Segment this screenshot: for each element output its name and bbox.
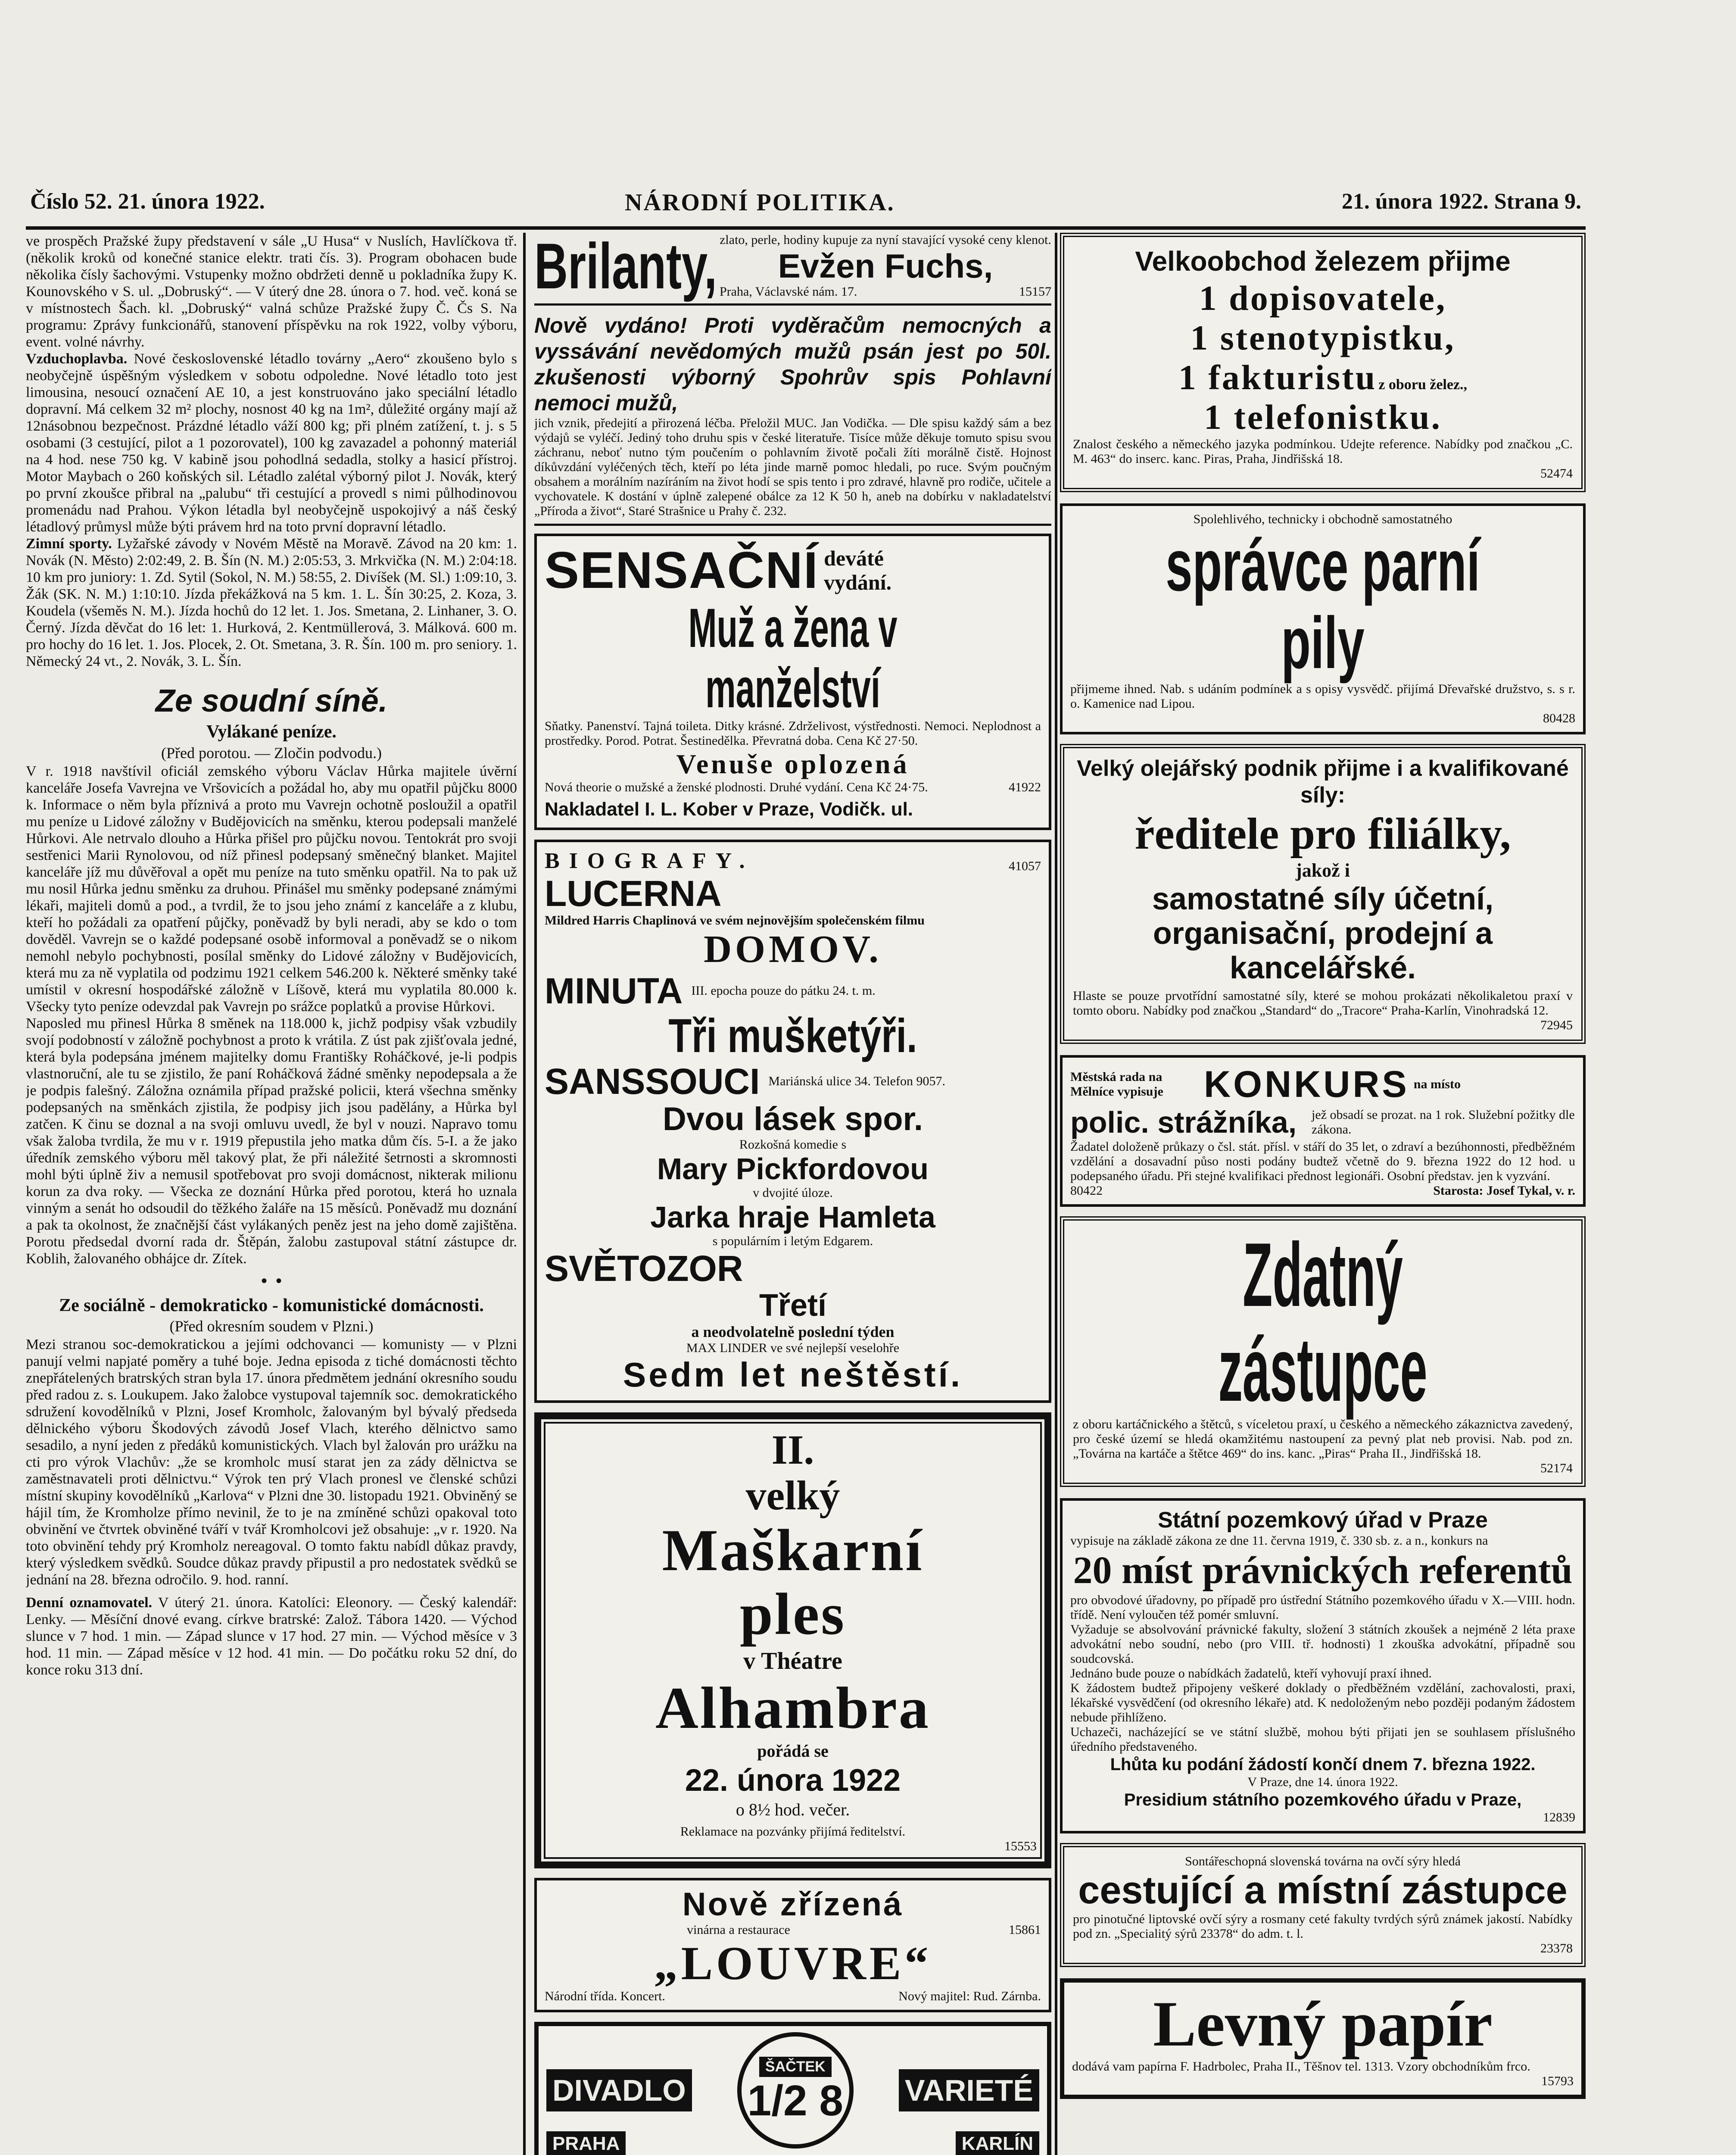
job-note: z oboru želez.,	[1378, 377, 1468, 393]
ad-headline: Zdatný zástupce	[1218, 1224, 1427, 1420]
ads-column	[534, 233, 1051, 2155]
ad-text: K žádostem budtež připojeny veškeré doklady o předběžném vzdělání, zachovalosti, praxi, lékařské vysvědčení (od okresního lékaře) atd. K nedoloženým nebo později podaným žádostem nebude přihlíženo.	[1070, 1681, 1575, 1724]
ball-date: 22. února 1922	[685, 1763, 901, 1798]
job-position: 1 fakturistu	[1178, 358, 1377, 397]
ad-zdatny-zastupce	[1060, 1216, 1586, 1487]
ad-headline: Velkoobchod železem přijme	[1135, 246, 1511, 277]
film-title: DOMOV.	[704, 928, 882, 971]
section-separator: • •	[261, 1271, 282, 1290]
classifieds-column	[1060, 233, 1586, 2155]
ad-address: Národní třída. Koncert.	[545, 1989, 665, 2003]
film-note: III. epocha pouze do pátku 24. t. m.	[691, 984, 876, 998]
ad-text: na místo	[1413, 1077, 1461, 1091]
ad-text: Jednáno bude pouze o nabídkách žadatelů, kteří vyhovují praxí ihned.	[1070, 1666, 1432, 1680]
ad-deadline: Lhůta ku podání žádostí končí dnem 7. března 1922.	[1110, 1755, 1536, 1774]
ad-headline: VARIETÉ	[899, 2069, 1039, 2111]
ad-louvre	[534, 1878, 1051, 2012]
header-rule	[26, 226, 1586, 230]
ad-text: jich vznik, předejití a přirozená léčba. Přeložil MUC. Jan Vodička. — Dle spisu každý sám a bez výdajů se vyléčí. Jediný toho druhu spis v české literatuře. Tisíce může děkuje tomuto spisu svou záchranu, neboť nutno tým poučením o pohlavním životě počali žíti morálně čistě. Hojnost díkůvzdání vyléčených těch, kteří po léta jinde marně pomoc hledali, po ruce. Svým poučným obsahem a morálním nazíráním na život hodí se spis tento i pro zdravé, hlavně pro rodiče, učitele a vychovatele. K dostání v úplně zalepené obálce za 12 K 50 h, aneb na dobírku v nakladatelství „Příroda a život“, Staré Strašnice u Prahy č. 232.	[534, 416, 1051, 518]
ball-title: Maškarní	[662, 1517, 924, 1583]
page-number: 21. února 1922. Strana 9.	[1341, 189, 1581, 214]
ball-size: velký	[745, 1472, 840, 1518]
ad-text: Žadatel doloženě průkazy o čsl. stát. přísl. v stáří do 35 let, o zdraví a bezúhonnosti, předběžném vzdělání a dosavadní půso nosti podány budtež včetně do 9. března 1922 do 12 hod. u podepsaného úřadu. Při stejné kvalifikaci přednost legionáři. Osobní představ. jen k vyzvání.	[1070, 1140, 1575, 1183]
ad-city: KARLÍN	[956, 2131, 1039, 2155]
article-lead: Zimní sporty.	[26, 536, 112, 552]
ad-spravce-pily	[1060, 503, 1586, 734]
ad-company-name: „LOUVRE“	[654, 1937, 932, 1989]
case-title: Vylákané peníze.	[206, 722, 337, 742]
ad-text: Městská rada na Mělníce vypisuje	[1070, 1070, 1163, 1099]
ad-issuer: Státní pozemkový úřad v Praze	[1158, 1508, 1488, 1533]
film-title: Jarka hraje Hamleta	[650, 1200, 935, 1234]
case-text: V r. 1918 navštívil oficiál zemského výboru Václav Hůrka majitele úvěrní kanceláře Josefa Vavrejna ve Vršovicích a požádal ho, aby mu opatřil půjčku 8000 k. Informace o něm byla příznivá a proto mu Vavrejn ochotně posloužil a opatřil mu peníze u Lidové záložny v Budějovicích na směnku, kterou podepsali manželé Hůrkovi. Ale netrvalo dlouho a Hůrka přišel pro půjčku novou. Tentokrát pro svoji sestřenici Marii Rynolovou, od níž přinesl podepsaný směnečný blanket. Majitel kanceláře jíž mu důvěřoval a opět mu peníze na tuto směnku opatřil. Na to pak už mu nosil Hůrka jednu směnku za druhou. Přinášel mu směnky podepsané známými lékaři, majiteli domů a pod., a tvrdil, že to jsou jeho známí z kanceláře a z klubu, kteří ho požádali za opatření půjčky, poněvadž by byli neradi, aby se kdo o tom dověděl. Vavrejn se o každé podepsané osobě informoval a poněvadž se o nikom nemohl nebylo pochybnosti, posílal směnky do Lidové záložny v Budějovicích, která mu za ně vyplatila od podzimu 1921 celkem 546.200 k. Některé směnky také umístil v okresní hospodářské záložně v Líšově, která mu vyplatila 80.000 k. Všecky tyto peníze odevzdal pak Vavrejn po srážce poplatků a provise Hůrkovi.	[26, 763, 517, 1015]
ad-headline: SENSAČNÍ	[545, 541, 819, 599]
ad-headline: KONKURS	[1204, 1064, 1409, 1105]
ad-book-title: Venuše oplozená	[676, 749, 910, 779]
film-title: Sedm let neštěstí.	[623, 1355, 963, 1394]
ad-code: 80422	[1070, 1184, 1103, 1198]
ad-text: pro obvodové úřadovny, po případě pro ústřední Státního pozemkového úřadu v X.—VIII. hodn. třídě. Není vyloučen též pomér smluvní.	[1070, 1593, 1575, 1622]
ad-code: 12839	[1543, 1810, 1575, 1824]
ad-text: zlato, perle, hodiny kupuje za nyní stavající vysoké ceny klenot.	[720, 233, 1051, 247]
ad-code: 15861	[1009, 1923, 1041, 1937]
news-column	[26, 233, 517, 2155]
ad-text: vypisuje na základě zákona ze dne 11. června 1919, č. 330 sb. z. a n., konkurs na	[1070, 1533, 1488, 1548]
ad-text: Uchazeči, nacházející se ve státní službě, mohou býti přijati jen se souhlasem příslušného úředního představeného.	[1070, 1725, 1575, 1754]
film-star: MAX LINDER ve své nejlepší veselohře	[686, 1341, 900, 1355]
ad-code: 41922	[1009, 780, 1041, 794]
case-title: Ze sociálně - demokraticko - komunistické domácnosti.	[59, 1296, 484, 1315]
ad-text: jakož i	[1296, 860, 1350, 881]
daily-calendar: V úterý 21. února. Katolíci: Eleonory. — Český kalendář: Lenky. — Měsíční dnové evang. církve bratrské: Založ. Tábora 1420. — Východ slunce v 7 hod. 1 min. — Západ slunce v 17 hod. 27 min. — Východ měsíce v 3 hod. 11 min. — Západ měsíce v 12 hod. 41 min. — Do počátku roku 52 dní, do konce roku 313 dní.	[26, 1595, 517, 1678]
ball-title: ples	[739, 1581, 846, 1647]
ball-venue-prefix: v Théatre	[743, 1648, 842, 1674]
masthead-title: NÁRODNÍ POLITIKA.	[625, 189, 895, 216]
ad-text: Velký olejářský podnik přijme i a kvalifikované síly:	[1077, 756, 1569, 808]
cinema-name: SVĚTOZOR	[545, 1248, 743, 1289]
ball-text: Reklamace na pozvánky přijímá ředitelství.	[680, 1824, 906, 1839]
ad-code: 15553	[1004, 1839, 1037, 1853]
case-subtitle: (Před porotou. — Zločin podvodu.)	[161, 744, 382, 762]
ad-headline: Brilanty,	[534, 233, 717, 302]
ad-company-name: Evžen Fuchs,	[778, 247, 993, 285]
ad-text: Vyžaduje se absolvování právnické fakulty, složení 3 státních zkoušek a nejméně 2 léta praxe advokátní nebo soudní, nebo (pro VIII. tř. hodnosti) 1 zkouška advokátní, případně sou soudcovská.	[1070, 1622, 1575, 1666]
ad-code: 23378	[1540, 1941, 1573, 1955]
page-header	[30, 189, 1581, 219]
ad-edition: deváté vydání.	[824, 546, 892, 594]
film-note: s populárním i letým Edgarem.	[712, 1234, 873, 1248]
ad-biografy	[534, 840, 1051, 1403]
film-note: Rozkošná komedie s	[739, 1137, 847, 1152]
job-position: 1 stenotypistku,	[1190, 318, 1455, 357]
ad-code: 15793	[1541, 2074, 1574, 2088]
cinema-name: LUCERNA	[545, 873, 722, 914]
ad-headline: Levný papír	[1153, 1988, 1493, 2060]
article-chess: ve prospěch Pražské župy představení v sále „U Husa“ v Nuslích, Havlíčkova tř. (několik kroků od konečné stanice elektr. trati čís. 3). Program obohacen bude několika čísly šachovými. Vstupenky možno obdržeti denně u pokladníka župy K. Kounovského v S. ul. „Dobruský“. — V úterý dne 28. února o 7. hod. več. koná se v místnostech Šach. kl. „Dobruský“ valná schůze Pražské župy Č. Čs S. Na programu: Zprávy funkcionářů, stanovení příspěvku na rok 1922, volby výboru, event. volné návrhy.	[26, 233, 517, 350]
ad-maskarni-ples	[534, 1412, 1051, 1868]
ad-headline: správce parní pily	[1166, 525, 1480, 684]
film-title: Dvou lásek spor.	[662, 1101, 923, 1137]
ad-brilanty	[534, 233, 1051, 306]
ad-publisher: Nakladatel I. L. Kober v Praze, Vodičk. ul.	[545, 799, 913, 820]
film-note: v dvojité úloze.	[753, 1186, 833, 1200]
cinema-address: Mariánská ulice 34. Telefon 9057.	[768, 1074, 945, 1088]
ad-text: přijmeme ihned. Nab. s udáním podmínek a s opisy vysvědč. přijímá Dřevařské družstvo, s. s r. o. Kamenice nad Lipou.	[1070, 682, 1575, 711]
ad-code: 41057	[1009, 859, 1041, 873]
ad-text: Sontářeschopná slovenská továrna na ovčí sýry hledá	[1185, 1854, 1461, 1868]
ad-text: Znalost českého a německého jazyka podmínkou. Udejte reference. Nabídky pod značkou „C. M. 463“ do inserc. kanc. Piras, Praha, Jindřišská 18.	[1073, 437, 1573, 466]
ad-levny-papir	[1060, 1978, 1586, 2099]
ad-headline: ředitele pro filiálky,	[1134, 809, 1511, 859]
ball-venue: Alhambra	[655, 1675, 930, 1741]
ad-sensacni	[534, 534, 1051, 830]
ad-olejarsky-podnik	[1060, 744, 1586, 1044]
ad-code: 52474	[1540, 466, 1573, 481]
ad-headline: cestující a místní zástupce	[1078, 1869, 1568, 1912]
film-note: Třetí	[759, 1288, 827, 1323]
case-text: Mezi stranou soc-demokratickou a jejími odchovanci — komunisty — v Plzni panují velmi napjaté poměry a tuhé boje. Jedna episoda z tiché domácnosti těchto znepřátelených bratrských stran byla 17. února předmětem jednání okresního soudu před radou z. s. Loukupem. Jako žalobce vystupoval tajemník soc. demokratického sdružení kovodělníků v Plzni, Josef Kromholc, žalovaným byl bývalý předseda dělnického výboru Škodových závodů Josef Vlach, kterého dělnictvo samo sesadilo, a nyní jeden z předáků komunistických. Vlach byl žalován pro urážku na cti pro výrok Vlachův: „že se kromholc musí starat jen za zády dělnictva se zaměstnavateli proti dělnictvu.“ Výrok ten prý Vlach pronesl ve členské schůzi místní skupiny kovodělníků „Karlova“ v Plzni dne 30. listopadu 1921. Obviněný se hájil tím, že Kromholze přímo nevinil, že to je na zmíněné schůzi opakoval toto obvinění ve čtvrtek obviněné tváří v tvář Kromholcovi jež obsahuje: „v r. 1920. Na toto obvinění tehdy prý Kromholz nereagoval. O tomto faktu nabídl důkaz pravdy, který výsledkem svědků. Soudce důkaz pravdy připustil a pro nedostatek svědků se jednání na 28. března odročilo. 9. hod. ranní.	[26, 1337, 517, 1588]
article-lead: Vzduchoplavba.	[26, 351, 128, 367]
section-heading-court: Ze soudní síně.	[155, 683, 388, 718]
ball-number: II.	[771, 1427, 814, 1473]
ad-signature: Presidium státního pozemkového úřadu v Praze,	[1124, 1790, 1522, 1809]
ad-signature: Starosta: Josef Tykal, v. r.	[1433, 1184, 1575, 1198]
ad-city: PRAHA	[546, 2131, 626, 2155]
ad-headline: 20 míst právnických referentů	[1073, 1549, 1573, 1592]
ad-owner: Nový majitel: Rud. Zárnba.	[898, 1989, 1041, 2003]
case-text: Naposled mu přinesl Hůrka 8 směnek na 118.000 k, jichž podpisy však vzbudily svojí podobností v záložně pochybnost a proto k vrátila. Z úst pak zjišťovala jedné, která byla podepsána jménem majitelky domu Františky Roháčkové, je-li podpis vlastnoruční, ale tu se zjistilo, že paní Roháčková žádné směnky nepodepsala a že je podpis falešný. Záložna oznámila případ pražské policii, která všechna směnky podepsaných na směnkách zjistila, že podpisy jich jsou padělány, a Hůrka byl zatčen. K činu se doznal a na svoji omluvu uvedl, že byl v nouzi. Napravo tomu však žaloba tvrdila, že mu v r. 1919 přepustila jeho matka dům čís. 5-I. a že jako úředník zemského výboru měl takový plat, že při náležité šetrnosti a skromnosti mohl býti úplně živ a nemusil spotřebovat pro svoji domácnost, nikterak milionu korun za dva roky. — Všecka ze doznání Hůrka před porotou, která ho uznala vinným a senát ho odsoudil do těžkého žaláře na 15 měsíců. Poněvadž mu doznání a pak ta okolnost, že značnější část vylákaných peněz jest na jeho domě zajištěna. Porotu předsedal dvorní rada dr. Štěpán, žalobu zastupoval státní zástupce dr. Koblih, žalovaného obhájce dr. Zítek.	[26, 1015, 517, 1267]
ad-section-title: BIOGRAFY.	[545, 849, 754, 873]
ad-velkoobchod-zelezem	[1060, 233, 1586, 492]
ad-code: 52174	[1540, 1461, 1573, 1475]
ad-address: Praha, Václavské nám. 17.	[720, 284, 857, 299]
ad-spohr-book	[534, 312, 1051, 526]
ad-text: z oboru kartáčnického a štětců, s víceletou praxí, u českého a německého zákaznictva zavedený, pro české území se hledá okamžitému nastoupení za pevný plat neb provisi. Nab. pod zn. „Továrna na kartáče a štětce 469“ do ins. kanc. „Piras“ Praha II., Jindřišská 18.	[1073, 1417, 1573, 1461]
ball-text: pořádá se	[757, 1741, 829, 1761]
ad-pozemkovy-urad	[1060, 1498, 1586, 1833]
article-aviation: Nové československé létadlo továrny „Aero“ zkoušeno bylo s neobyčejně úspěšným výsledkem v sobotu odpoledne. Nové létadlo toto jest limousina, nesoucí označení AE 10, a jest konstruováno jako speciální létadlo dopravní. Má celkem 32 m² plochy, nosnost 40 kg na 1m², důležité orgány mají až 12násobnou bezpečnost. Prázdné létadlo váží 800 kg; při plném zatížení, t. j. s 5 osobami (3 cestující, pilot a 1 pozorovatel), 100 kg zavazadel a pohonný materiál na 4 hod. nese 750 kg. V kabině jsou pohodlná sedadla, stolky a hasicí přístroj. Motor Maybach o 260 koňských sil. Létadlo zalétal výborný pilot J. Novák, který po první zkoušce přibral na „palubu“ tři cestující a provedl s nimi půlhodinovou promenádu nad Prahou. Výkon létadla byl neobyčejně uspokojivý a náš český létadlový průmysl může býti právem hrd na toto první dopravní létadlo.	[26, 351, 517, 535]
ad-konkurs	[1060, 1055, 1586, 1207]
ad-text: Spolehlivého, technicky i obchodně samostatného	[1193, 512, 1452, 526]
ad-headline: samostatné síly účetní, organisační, prodejní a kancelářské.	[1152, 882, 1494, 985]
ad-text: Sňatky. Panenství. Tajná toileta. Ditky krásné. Zdrželivost, výstřednosti. Nemoci. Neplodnost a prostředky. Porod. Potrat. Šestinedělka. Převratná doba. Cena Kč 27·50.	[545, 719, 1041, 748]
ad-text: Nová theorie o mužské a ženské plodnosti. Druhé vydání. Cena Kč 24·75.	[545, 780, 928, 794]
film-star: Mildred Harris Chaplinová ve svém nejnovějším společenském filmu	[545, 913, 925, 928]
job-position: polic. strážníka,	[1070, 1106, 1297, 1139]
column-divider-1	[523, 233, 526, 2155]
case-subtitle: (Před okresním soudem v Plzni.)	[169, 1318, 374, 1335]
column-divider-2	[1055, 233, 1057, 2155]
film-note: a neodvolatelně poslední týden	[691, 1323, 894, 1340]
ad-headline: Nově vydáno! Proti vyděračům nemocných a vyssávání nevědomých mužů psán jest po 50l. zkušenosti výborný Spohrův spis Pohlavní nemoci mužů,	[534, 313, 1051, 415]
ad-divadlo-variete	[534, 2022, 1051, 2155]
ad-code: 80428	[1543, 711, 1575, 725]
ad-code: 15157	[1019, 284, 1051, 299]
ad-date: V Praze, dne 14. února 1922.	[1247, 1775, 1398, 1789]
ad-headline: DIVADLO	[546, 2069, 692, 2111]
ad-headline: Nově zřízená	[682, 1886, 904, 1923]
film-title: Tři mušketýři.	[668, 1009, 917, 1062]
ball-time: o 8½ hod. večer.	[736, 1800, 850, 1819]
ad-code: 72945	[1540, 1018, 1573, 1032]
ad-text: vinárna a restaurace	[687, 1923, 790, 1937]
ad-book-title: Muž a žena v manželství	[688, 597, 898, 719]
job-position: 1 dopisovatele,	[1199, 278, 1447, 318]
cinema-name: MINUTA	[545, 971, 683, 1011]
sacek-logo	[737, 2032, 854, 2149]
logo-text: ŠAČTEK	[759, 2057, 832, 2077]
article-lead: Denní oznamovatel.	[26, 1595, 153, 1611]
cinema-name: SANSSOUCI	[545, 1061, 760, 1102]
ad-text: jež obsadí se prozat. na 1 rok. Služební požitky dle zákona.	[1312, 1108, 1575, 1137]
ad-ovci-syry	[1060, 1843, 1586, 1967]
ad-text: dodává vam papírna F. Hadrbolec, Praha II., Těšnov tel. 1313. Vzory obchodníkům frco.	[1072, 2059, 1530, 2074]
ad-text: Hlaste se pouze prvotřídní samostatné síly, které se mohou prokázati několikaletou praxí v tomto oboru. Nabídky pod značkou „Standard“ do „Tracore“ Praha-Karlín, Vinohradská 12.	[1073, 989, 1573, 1018]
film-star: Mary Pickfordovou	[657, 1152, 929, 1186]
issue-number: Číslo 52. 21. února 1922.	[30, 189, 265, 214]
article-winter-sports: Lyžařské závody v Novém Městě na Moravě. Závod na 20 km: 1. Novák (N. Město) 2:02:49, 2. B. Šín (N. M.) 2:05:53, 3. Mrkvička (N. M.) 2:04:18. 10 km pro juniory: 1. Zd. Sytil (Sokol, N. M.) 58:55, 2. Divíšek (M. Sl.) 1:09:10, 3. Žák (SK. N. M.) 1:10:10. Jízda překážková na 5 km. 1. L. Šín 30:25, 2. Koza, 3. Koudela (všeměs N. M.). Jízda hochů do 12 let. 1. Jos. Smetana, 2. Linhaner, 3. O. Černý. Jízda děvčat do 16 let: 1. Hurková, 2. Kentmüllerová, 3. Málková. 600 m. pro hochy do 16 let. 1. Jos. Plocek, 2. Ot. Smetana, 3. R. Šín. 100 m. pro seniory. 1. Německý 24 vt., 2. Novák, 3. L. Šín.	[26, 536, 517, 669]
logo-number: 1/2 8	[747, 2076, 844, 2125]
job-position: 1 telefonistku.	[1204, 397, 1442, 437]
ad-text: pro pinotučné liptovské ovčí sýry a rosmany ceté fakulty tvrdých sýrů známek jakostí. Nabídky pod zn. „Specialitý sýrů 23378“ do adm. t. l.	[1073, 1912, 1573, 1941]
